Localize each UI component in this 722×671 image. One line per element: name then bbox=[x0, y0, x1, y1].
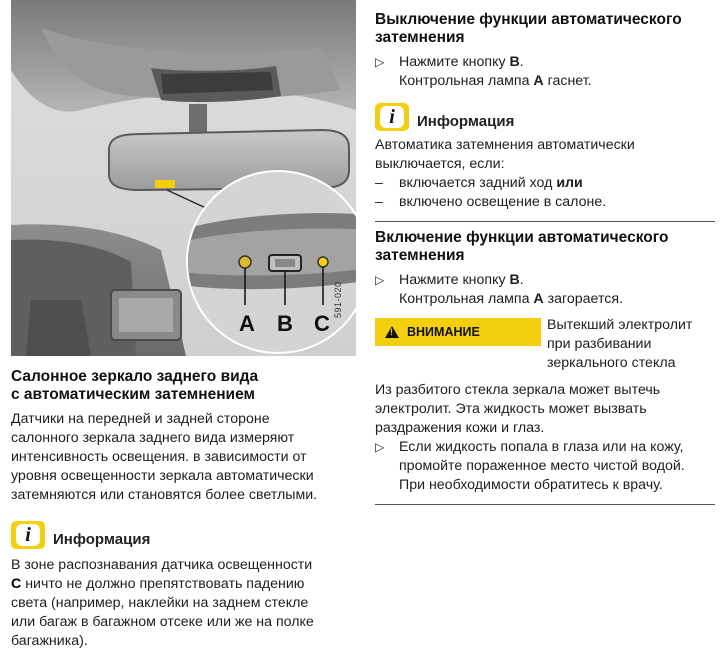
result-text bbox=[399, 72, 592, 91]
warning-block bbox=[375, 316, 715, 373]
left-column bbox=[11, 0, 356, 651]
heading-line: Салонное зеркало заднего вида bbox=[11, 368, 259, 385]
list-item bbox=[375, 193, 715, 212]
figure-code: 591-020 bbox=[333, 281, 344, 318]
text-fragment: включается задний ход bbox=[399, 175, 557, 191]
bold-word: или bbox=[556, 175, 583, 191]
on-section-steps bbox=[375, 271, 715, 309]
button-letter: B bbox=[509, 272, 520, 288]
list-text: включено освещение в салоне. bbox=[399, 194, 607, 210]
text-line: электролит. Эта жидкость может вызвать bbox=[375, 401, 647, 417]
text-line: интенсивность освещения. в зависимости от bbox=[11, 449, 307, 465]
warning-triangle-icon bbox=[385, 326, 399, 338]
step-row bbox=[375, 271, 715, 290]
triangle-right-icon: ▷ bbox=[375, 55, 385, 69]
info-header bbox=[375, 103, 715, 131]
text-line: Из разбитого стекла зеркала может вытечь bbox=[375, 382, 661, 398]
triangle-right-icon: ▷ bbox=[375, 273, 385, 287]
section-heading bbox=[11, 368, 356, 404]
step-row bbox=[375, 53, 715, 72]
text-line bbox=[11, 575, 356, 594]
text-line: уровня освещенности зеркала автоматически bbox=[11, 468, 314, 484]
result-row bbox=[375, 72, 715, 91]
label-b: B bbox=[277, 311, 293, 336]
intro-text bbox=[11, 410, 356, 505]
info-glyph: i bbox=[380, 106, 404, 128]
text-fragment: Нажмите кнопку bbox=[399, 272, 510, 288]
warning-body bbox=[375, 381, 715, 495]
step-text bbox=[399, 271, 524, 290]
off-section-steps bbox=[375, 53, 715, 91]
dash-mark: – bbox=[375, 194, 383, 210]
list-item bbox=[375, 174, 715, 193]
mirror-illustration bbox=[11, 0, 356, 356]
info-header bbox=[11, 521, 356, 549]
text-line: зеркального стекла bbox=[547, 355, 676, 371]
heading-line: Выключение функции автоматического bbox=[375, 11, 682, 28]
text-line: Если жидкость попала в глаза или на кожу, bbox=[399, 439, 684, 455]
info-title: Информация bbox=[417, 113, 515, 130]
text-fragment: Контрольная лампа bbox=[399, 73, 534, 89]
right-column bbox=[375, 0, 715, 505]
text-line: выключается, если: bbox=[375, 156, 505, 172]
warning-badge bbox=[375, 318, 541, 346]
text-line: промойте пораженное место чистой водой. bbox=[399, 458, 685, 474]
label-a: A bbox=[239, 311, 255, 336]
text-line: Автоматика затемнения автоматически bbox=[375, 137, 635, 153]
text-line: затемняются или становятся более светлыми. bbox=[11, 487, 318, 503]
text-line: При необходимости обратитесь к врачу. bbox=[399, 477, 663, 493]
info-glyph: i bbox=[16, 524, 40, 546]
button-letter: B bbox=[509, 54, 520, 70]
text-fragment: Нажмите кнопку bbox=[399, 54, 510, 70]
heading-line: Включение функции автоматического bbox=[375, 229, 669, 246]
divider bbox=[375, 221, 715, 222]
off-section-heading bbox=[375, 11, 715, 47]
spacer bbox=[375, 72, 399, 91]
info-text bbox=[375, 136, 715, 212]
text-fragment: Контрольная лампа bbox=[399, 291, 534, 307]
heading-line: затемнения bbox=[375, 247, 465, 264]
result-row bbox=[375, 290, 715, 309]
info-icon bbox=[11, 521, 45, 549]
text-line: В зоне распознавания датчика освещенности bbox=[11, 557, 313, 573]
warning-label: ВНИМАНИЕ bbox=[407, 325, 480, 339]
label-c: C bbox=[314, 311, 330, 336]
heading-line: с автоматическим затемнением bbox=[11, 386, 255, 403]
spacer bbox=[375, 290, 399, 309]
text-line: багажника). bbox=[11, 633, 88, 649]
text-line: раздражения кожи и глаз. bbox=[375, 420, 545, 436]
action-row bbox=[375, 438, 715, 495]
divider bbox=[375, 504, 715, 505]
text-fragment: . bbox=[519, 272, 524, 288]
text-fragment: гаснет. bbox=[543, 73, 592, 89]
dash-mark: – bbox=[375, 175, 383, 191]
sensor-letter: C bbox=[11, 576, 22, 592]
text-line: или багаж в багажном отсеке или же на полке bbox=[11, 614, 314, 630]
heading-line: затемнения bbox=[375, 29, 465, 46]
text-line: при разбивании bbox=[547, 336, 652, 352]
triangle-right-icon: ▷ bbox=[375, 440, 385, 454]
text-fragment: загорается. bbox=[543, 291, 624, 307]
info-text bbox=[11, 556, 356, 651]
list-text bbox=[399, 174, 583, 193]
text-fragment: ничто не должно препятствовать падению bbox=[21, 576, 305, 592]
step-text bbox=[399, 53, 524, 72]
info-icon bbox=[375, 103, 409, 131]
text-line: света (например, наклейки на заднем стекле bbox=[11, 595, 309, 611]
text-line: Датчики на передней и задней стороне bbox=[11, 411, 270, 427]
warning-side-text bbox=[547, 316, 692, 373]
text-fragment: . bbox=[519, 54, 524, 70]
info-title: Информация bbox=[53, 531, 151, 548]
text-line: салонного зеркала заднего вида измеряют bbox=[11, 430, 295, 446]
on-section-heading bbox=[375, 229, 715, 265]
action-text bbox=[399, 438, 685, 495]
result-text bbox=[399, 290, 623, 309]
lamp-letter: A bbox=[533, 291, 544, 307]
lamp-letter: A bbox=[533, 73, 544, 89]
text-line: Вытекший электролит bbox=[547, 317, 693, 333]
